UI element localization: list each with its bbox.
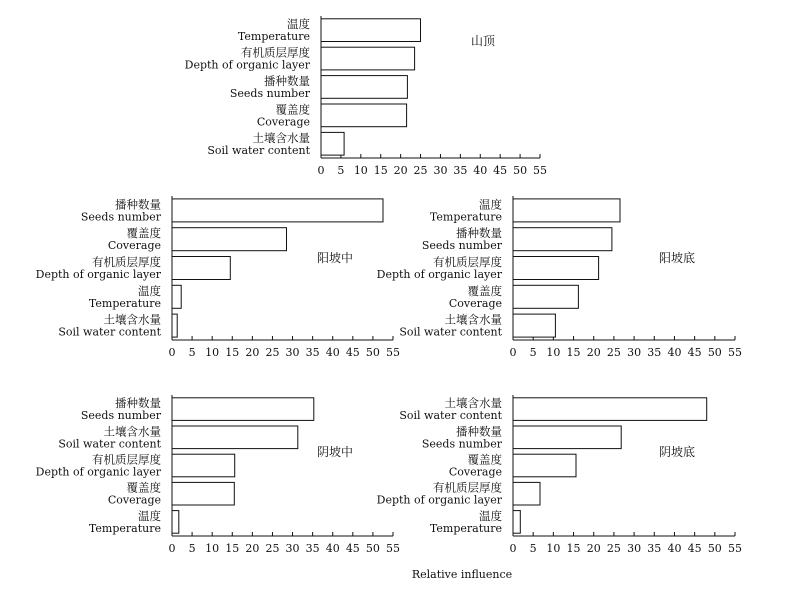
x-tick-label: 20 [393, 164, 408, 177]
x-tick-label: 40 [667, 346, 682, 359]
category-label-en: Depth of organic layer [35, 268, 161, 281]
category-label-en: Coverage [448, 296, 502, 310]
category-label-cn: 覆盖度 [275, 102, 310, 117]
category-label-en: Soil water content [207, 143, 310, 157]
x-tick-label: 25 [265, 346, 280, 359]
category-label-en: Temperature [88, 296, 161, 310]
category-label-cn: 覆盖度 [467, 452, 502, 467]
x-tick-label: 35 [453, 164, 468, 177]
category-label-cn: 有机质层厚度 [92, 255, 161, 269]
bar [321, 132, 344, 155]
bar [513, 257, 599, 280]
category-label-cn: 播种数量 [264, 74, 310, 88]
category-label-cn: 土壤含水量 [444, 312, 502, 327]
x-tick-label: 45 [345, 542, 360, 555]
category-label-en: Coverage [256, 115, 310, 129]
category-label-cn: 温度 [138, 283, 161, 298]
x-tick-label: 30 [627, 346, 642, 359]
bar [513, 511, 520, 534]
panel-label: 阳坡中 [316, 251, 354, 265]
category-label-en: Temperature [237, 30, 310, 44]
category-label-cn: 温度 [479, 508, 502, 523]
bar [172, 314, 177, 337]
category-label-cn: 覆盖度 [126, 480, 161, 495]
x-tick-label: 10 [205, 542, 220, 555]
bar [172, 228, 287, 251]
bar [513, 482, 540, 505]
category-label-cn: 土壤含水量 [444, 396, 502, 411]
x-tick-label: 40 [325, 346, 340, 359]
x-tick-label: 10 [546, 542, 561, 555]
x-tick-label: 0 [509, 346, 517, 359]
x-tick-label: 5 [188, 346, 196, 359]
bar [172, 454, 235, 477]
category-label-en: Temperature [429, 521, 502, 535]
panel-label: 阴坡底 [658, 445, 696, 459]
category-label-en: Seeds number [80, 210, 161, 224]
category-label-en: Soil water content [399, 325, 502, 339]
category-label-en: Seeds number [229, 87, 310, 100]
category-label-en: Depth of organic layer [376, 268, 502, 281]
x-tick-label: 55 [386, 542, 400, 555]
x-axis-label: Relative influence [411, 568, 513, 581]
chart-panel [377, 395, 742, 555]
category-label-cn: 温度 [287, 17, 310, 32]
category-label-en: Coverage [107, 239, 161, 253]
category-label-cn: 土壤含水量 [103, 312, 161, 327]
bar [172, 257, 230, 280]
bar [513, 199, 620, 222]
panel-label: 山顶 [470, 34, 496, 48]
category-label-cn: 播种数量 [115, 197, 161, 212]
x-tick-label: 40 [667, 542, 682, 555]
x-tick-label: 0 [317, 164, 325, 177]
bar [172, 511, 179, 534]
x-tick-label: 20 [245, 346, 260, 359]
x-tick-label: 25 [606, 542, 621, 555]
category-label-en: Soil water content [399, 409, 502, 423]
x-tick-label: 15 [225, 346, 240, 359]
bar [172, 398, 314, 421]
x-tick-label: 40 [473, 164, 488, 177]
category-label-cn: 覆盖度 [126, 226, 161, 241]
category-label-en: Seeds number [421, 239, 502, 253]
x-tick-label: 15 [373, 164, 388, 177]
x-tick-label: 20 [586, 346, 601, 359]
bar [513, 454, 576, 477]
bar [513, 426, 621, 449]
category-label-cn: 土壤含水量 [103, 424, 161, 439]
x-tick-label: 0 [168, 346, 176, 359]
category-label-en: Coverage [448, 465, 502, 479]
x-tick-label: 5 [337, 164, 345, 177]
x-tick-label: 30 [285, 346, 300, 359]
bar [172, 482, 234, 505]
category-label-cn: 温度 [479, 197, 502, 212]
x-tick-label: 30 [627, 542, 642, 555]
x-tick-label: 55 [386, 346, 400, 359]
x-tick-label: 45 [687, 542, 702, 555]
x-tick-label: 50 [707, 346, 722, 359]
x-tick-label: 15 [566, 346, 581, 359]
x-tick-label: 10 [205, 346, 220, 359]
bar [513, 285, 578, 308]
x-tick-label: 55 [728, 346, 742, 359]
bar [513, 228, 612, 251]
x-tick-label: 30 [433, 164, 448, 177]
category-label-cn: 覆盖度 [467, 283, 502, 298]
category-label-cn: 有机质层厚度 [433, 255, 502, 269]
category-label-cn: 有机质层厚度 [433, 480, 502, 495]
x-tick-label: 35 [647, 346, 662, 359]
category-label-en: Depth of organic layer [184, 58, 310, 72]
x-tick-label: 0 [168, 542, 176, 555]
x-tick-label: 15 [225, 542, 240, 555]
bar [321, 104, 407, 127]
category-label-en: Depth of organic layer [35, 465, 161, 479]
category-label-cn: 播种数量 [456, 424, 502, 439]
x-tick-label: 55 [728, 542, 742, 555]
x-tick-label: 50 [707, 542, 722, 555]
bar [321, 19, 421, 42]
x-tick-label: 25 [606, 346, 621, 359]
panel-label: 阳坡底 [658, 251, 696, 265]
bar [172, 285, 181, 308]
category-label-en: Temperature [88, 521, 161, 535]
bar [172, 426, 298, 449]
x-tick-label: 35 [647, 542, 662, 555]
category-label-en: Temperature [429, 210, 502, 224]
bar [172, 199, 383, 222]
chart-panel [36, 395, 400, 555]
chart-panel [185, 16, 547, 177]
bar [513, 314, 555, 337]
x-tick-label: 25 [265, 542, 280, 555]
panel-label: 阴坡中 [316, 445, 354, 459]
category-label-cn: 温度 [138, 508, 161, 523]
x-tick-label: 35 [305, 346, 320, 359]
category-label-cn: 播种数量 [456, 226, 502, 241]
bar [321, 76, 407, 99]
x-tick-label: 15 [566, 542, 581, 555]
x-tick-label: 10 [546, 346, 561, 359]
bar [513, 398, 707, 421]
category-label-en: Seeds number [80, 409, 161, 423]
x-tick-label: 50 [513, 164, 528, 177]
bar [321, 47, 415, 70]
x-tick-label: 20 [245, 542, 260, 555]
x-tick-label: 45 [345, 346, 360, 359]
x-tick-label: 45 [687, 346, 702, 359]
chart-panel [377, 196, 742, 359]
x-tick-label: 5 [188, 542, 196, 555]
chart-panels [36, 16, 742, 555]
category-label-cn: 有机质层厚度 [241, 45, 310, 60]
category-label-en: Soil water content [58, 325, 161, 339]
category-label-en: Depth of organic layer [376, 493, 502, 507]
x-tick-label: 50 [365, 346, 380, 359]
x-tick-label: 25 [413, 164, 428, 177]
x-tick-label: 40 [325, 542, 340, 555]
x-tick-label: 30 [285, 542, 300, 555]
category-label-cn: 播种数量 [115, 396, 161, 411]
category-label-en: Coverage [107, 493, 161, 507]
x-tick-label: 5 [529, 542, 537, 555]
x-tick-label: 10 [353, 164, 368, 177]
x-tick-label: 0 [509, 542, 517, 555]
x-tick-label: 55 [533, 164, 547, 177]
category-label-en: Seeds number [421, 437, 502, 451]
chart-panel [36, 196, 400, 359]
x-tick-label: 35 [305, 542, 320, 555]
x-tick-label: 45 [493, 164, 508, 177]
category-label-en: Soil water content [58, 437, 161, 451]
category-label-cn: 土壤含水量 [252, 130, 310, 145]
category-label-cn: 有机质层厚度 [92, 452, 161, 467]
x-tick-label: 50 [365, 542, 380, 555]
x-tick-label: 20 [586, 542, 601, 555]
x-tick-label: 5 [529, 346, 537, 359]
